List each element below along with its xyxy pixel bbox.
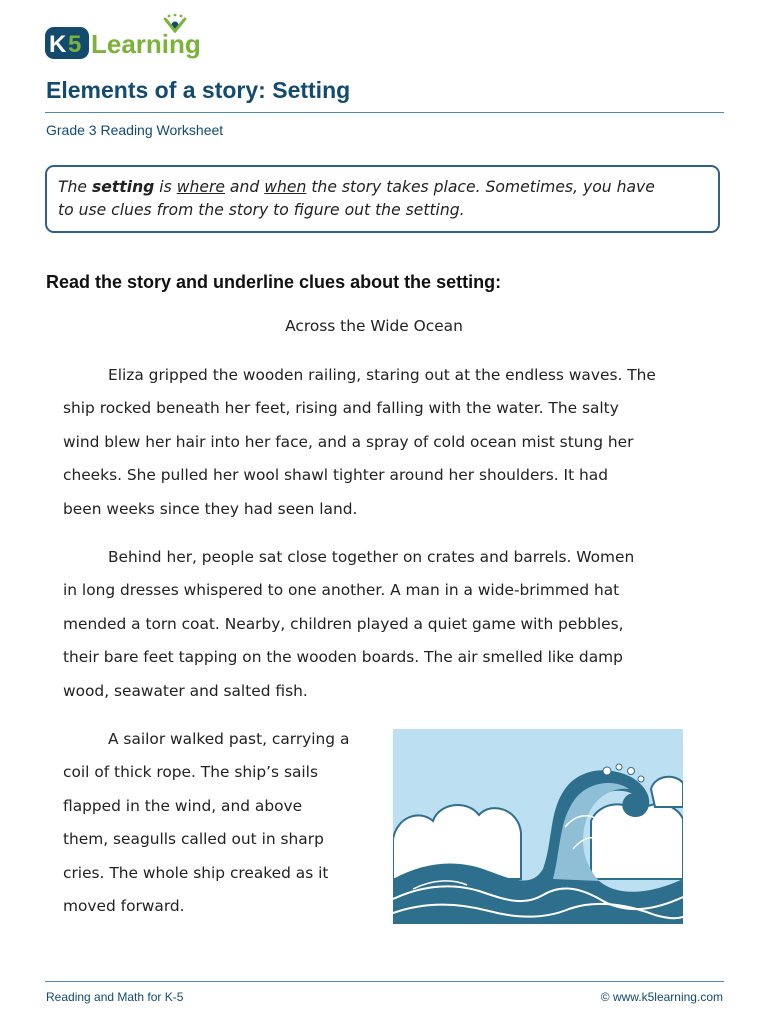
story-line: cries. The whole ship creaked as it (63, 863, 329, 882)
story-line: mended a torn coat. Nearby, children played a quiet game with pebbles, (63, 614, 624, 633)
logo-k: K (49, 31, 67, 58)
definition-term-setting: setting (91, 178, 155, 196)
definition-line-2: to use clues from the story to figure out the setting. (58, 201, 465, 219)
footer-divider (45, 981, 724, 982)
story-line: A sailor walked past, carrying a (108, 730, 350, 748)
story-paragraph-1 (63, 359, 708, 526)
story-title: Across the Wide Ocean (285, 317, 463, 335)
story-line: their bare feet tapping on the wooden boards. The air smelled like damp (63, 648, 623, 667)
header-divider (45, 112, 724, 113)
definition-rest: the story takes place. Sometimes, you have (306, 178, 655, 196)
definition-line-1 (58, 176, 706, 199)
story-line: in long dresses whispered to one another. A man in a wide-brimmed hat (63, 581, 620, 600)
instruction-heading: Read the story and underline clues about the setting: (46, 272, 502, 292)
story-paragraph-3 (63, 723, 383, 923)
definition-box (45, 165, 720, 233)
definition-is: is (154, 178, 177, 196)
story-line: moved forward. (63, 897, 185, 916)
story-line: cheeks. She pulled her wool shawl tighter around her shoulders. It had (63, 466, 608, 485)
definition-the: The (58, 178, 92, 196)
story-line: Eliza gripped the wooden railing, staring out at the endless waves. The (108, 366, 656, 384)
definition-and: and (224, 178, 265, 196)
story-line: wood, seawater and salted fish. (63, 681, 308, 700)
story-line: Behind her, people sat close together on crates and barrels. Women (108, 548, 635, 566)
footer-copyright-link[interactable]: © www.k5learning.com (600, 990, 723, 1004)
definition-where: where (176, 178, 225, 196)
footer-tagline: Reading and Math for K-5 (46, 990, 184, 1004)
story-line: wind blew her hair into her face, and a spray of cold ocean mist stung her (63, 432, 634, 451)
story-line: flapped in the wind, and above (63, 796, 303, 815)
story-line: them, seagulls called out in sharp (63, 830, 324, 849)
page-subtitle: Grade 3 Reading Worksheet (46, 122, 224, 138)
k5-learning-logo (44, 14, 219, 64)
story-paragraph-2 (63, 541, 708, 708)
story-line: ship rocked beneath her feet, rising and falling with the water. The salty (63, 399, 619, 418)
ocean-wave-illustration (393, 729, 683, 924)
story-line: coil of thick rope. The ship’s sails (63, 763, 318, 782)
logo-5: 5 (68, 31, 82, 58)
story-line: been weeks since they had seen land. (63, 499, 358, 518)
page-title: Elements of a story: Setting (46, 77, 351, 103)
logo-learning: Learning (91, 29, 201, 59)
definition-when: when (264, 178, 307, 196)
